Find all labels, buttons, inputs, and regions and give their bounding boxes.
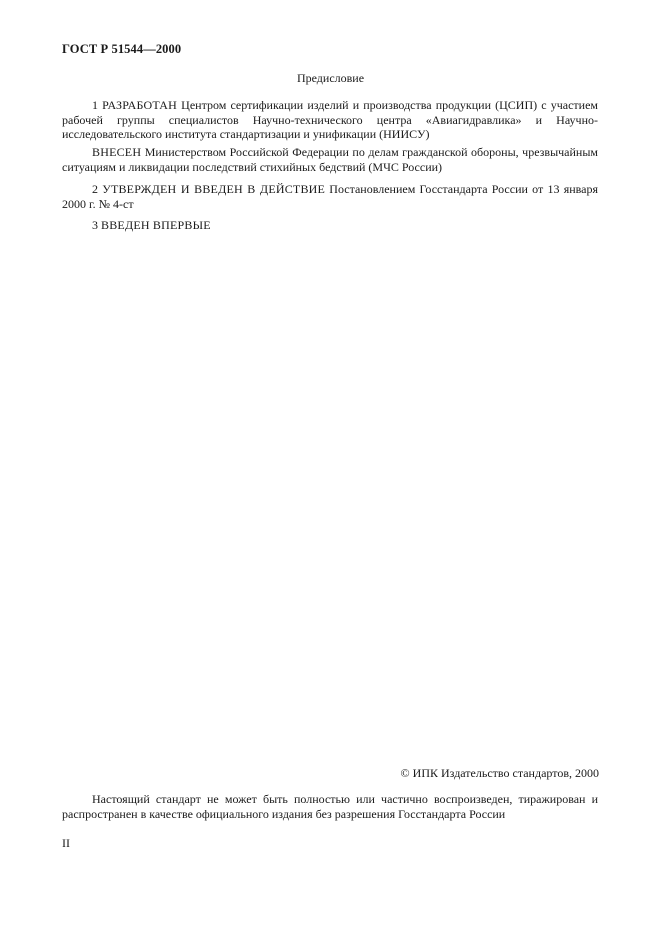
reproduction-notice: Настоящий стандарт не может быть полностью или частично воспроизведен, тиражирован и распространен в качестве официального издания без разрешения Госстандарта России [62,792,598,821]
item-number: 3 [92,218,101,232]
foreword-item-1b [62,145,598,174]
page-number: II [62,836,70,850]
item-text: Центром сертификации изделий и производства продукции (ЦСИП) с участием рабочей группы специалистов Научно-технического центра «Авиагидравлика» и Научно-исследовательского института стандартизации и унификации (НИИСУ) [62,98,599,141]
item-keyword: ВВЕДЕН ВПЕРВЫЕ [101,218,211,232]
item-number: 2 [92,182,103,196]
item-keyword: ВНЕСЕН [92,145,142,159]
foreword-item-3 [62,218,598,233]
item-text: Постановлением Госстандарта России от 13 января 2000 г. № 4-ст [62,182,599,211]
item-text: Министерством Российской Федерации по делам гражданской обороны, чрезвычайным ситуациям и ликвидации последствий стихийных бедствий (МЧС России) [62,145,598,174]
foreword-item-2 [62,182,598,211]
standard-designation: ГОСТ Р 51544—2000 [62,42,182,56]
copyright-line: © ИПК Издательство стандартов, 2000 [400,766,599,780]
item-number: 1 [92,98,103,112]
foreword-title: Предисловие [296,71,365,85]
item-keyword: РАЗРАБОТАН [102,98,178,112]
item-keyword: УТВЕРЖДЕН И ВВЕДЕН В ДЕЙСТВИЕ [102,182,326,196]
foreword-item-1 [62,98,598,142]
